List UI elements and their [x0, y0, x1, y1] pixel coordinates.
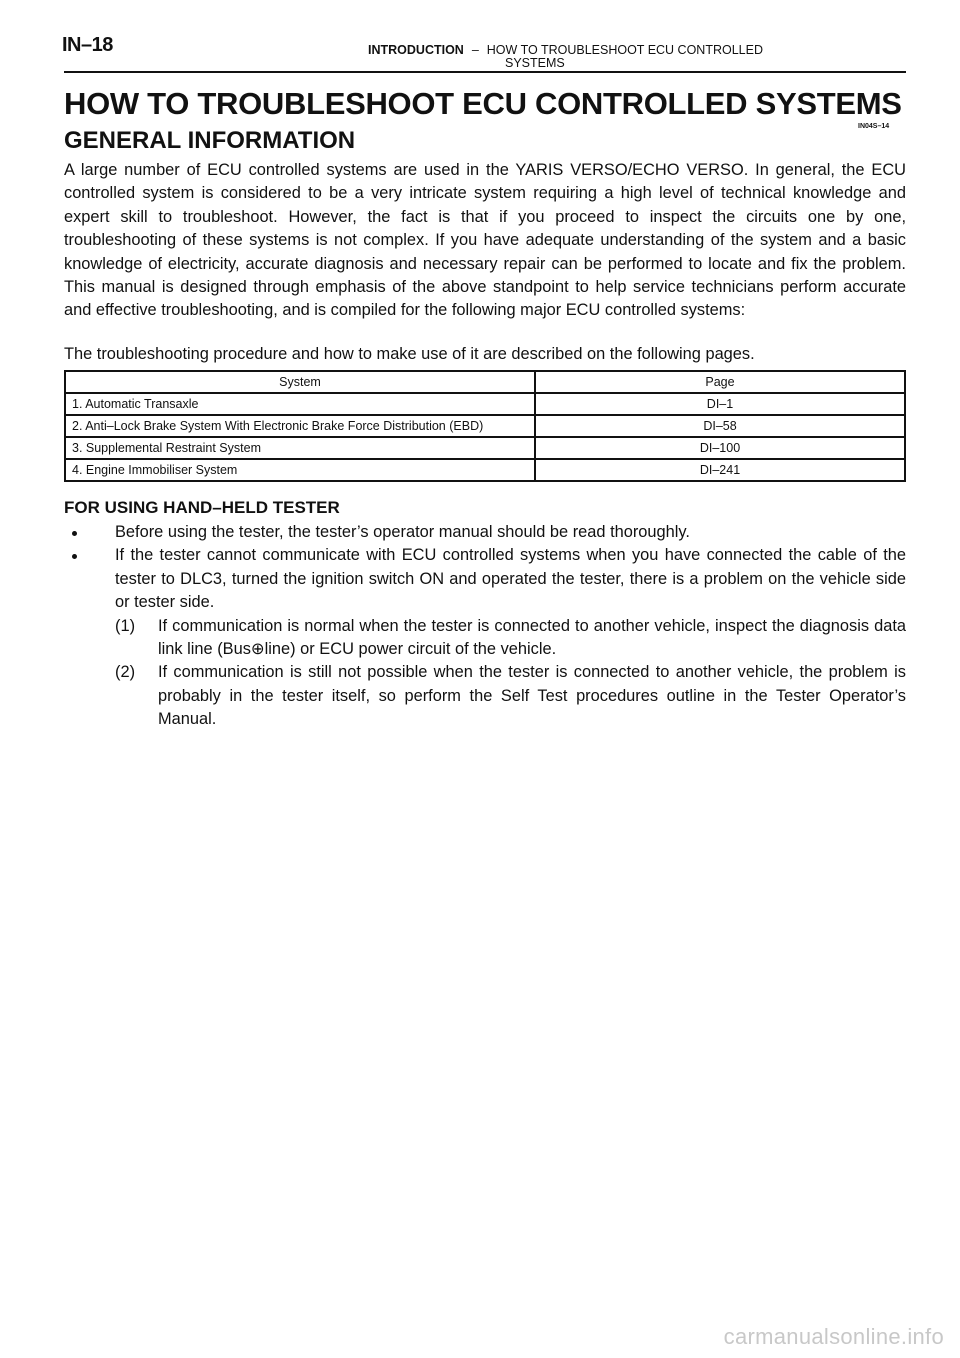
item-text: If communication is normal when the tester is connected to another vehicle, inspect the diagnosis data link line (Bus⊕line) or ECU power circuit of the vehicle. [158, 616, 906, 659]
intro-paragraph-2: The troubleshooting procedure and how to make use of it are described on the following pages. [64, 345, 755, 363]
doc-code: IN04S–14 [858, 123, 890, 130]
page-cell: DI–1 [535, 393, 905, 415]
header-divider [64, 71, 906, 73]
list-item [64, 521, 906, 544]
column-header-page: Page [535, 371, 905, 393]
intro-paragraph: A large number of ECU controlled systems are used in the YARIS VERSO/ECHO VERSO. In general, the ECU controlled system is considered to be a very intricate system requiring a high level of technical knowledge and expert skill to troubleshoot. However, the fact is that if you proceed to inspect the circuits one by one, troubleshooting of these systems is not complex. If you have adequate understanding of the system and a basic knowledge of electricity, accurate diagnosis and necessary repair can be performed to locate and fix the problem. This manual is designed through emphasis of the above standpoint to help service technicians perform accurate and effective troubleshooting, and is compiled for the following major ECU controlled systems: [64, 161, 906, 320]
table-row [65, 437, 905, 459]
systems-table [64, 370, 906, 482]
page-cell: DI–58 [535, 415, 905, 437]
hand-held-tester-heading: FOR USING HAND–HELD TESTER [64, 498, 340, 517]
item-text: If communication is still not possible when the tester is connected to another vehicle, the problem is probably in the tester itself, so perform the Self Test procedures outline in the Tester Operator’s Manual. [158, 663, 906, 729]
page-cell: DI–241 [535, 459, 905, 481]
system-cell: 3. Supplemental Restraint System [65, 437, 535, 459]
page-number: IN–18 [62, 34, 113, 56]
system-cell: 2. Anti–Lock Brake System With Electronic Brake Force Distribution (EBD) [65, 415, 535, 437]
tester-instructions [64, 521, 906, 732]
header-subsection: HOW TO TROUBLESHOOT ECU CONTROLLED [486, 43, 763, 57]
table-row [65, 459, 905, 481]
watermark: carmanualsonline.info [723, 1324, 944, 1349]
bullet-text: Before using the tester, the tester’s operator manual should be read thoroughly. [115, 523, 690, 541]
running-header [368, 44, 763, 70]
table-header-row [65, 371, 905, 393]
list-item [115, 615, 906, 662]
table-row [65, 415, 905, 437]
header-section: INTRODUCTION [368, 43, 464, 57]
bullet-icon [72, 531, 77, 536]
page-cell: DI–100 [535, 437, 905, 459]
item-number: (2) [115, 663, 136, 682]
general-information-heading: GENERAL INFORMATION [64, 127, 356, 154]
numbered-list [115, 615, 906, 732]
list-item [64, 544, 906, 614]
bullet-icon [72, 554, 77, 559]
system-cell: 1. Automatic Transaxle [65, 393, 535, 415]
header-subsection-cont: SYSTEMS [505, 56, 565, 70]
page-title: HOW TO TROUBLESHOOT ECU CONTROLLED SYSTEMS [64, 86, 902, 121]
header-dash: – [471, 43, 479, 57]
item-number: (1) [115, 616, 136, 635]
table-row [65, 393, 905, 415]
bullet-text: If the tester cannot communicate with ECU controlled systems when you have connected the cable of the tester to DLC3, turned the ignition switch ON and operated the tester, there is a problem on the vehicle side or tester side. [115, 546, 906, 612]
system-cell: 4. Engine Immobiliser System [65, 459, 535, 481]
column-header-system: System [65, 371, 535, 393]
list-item [115, 661, 906, 731]
